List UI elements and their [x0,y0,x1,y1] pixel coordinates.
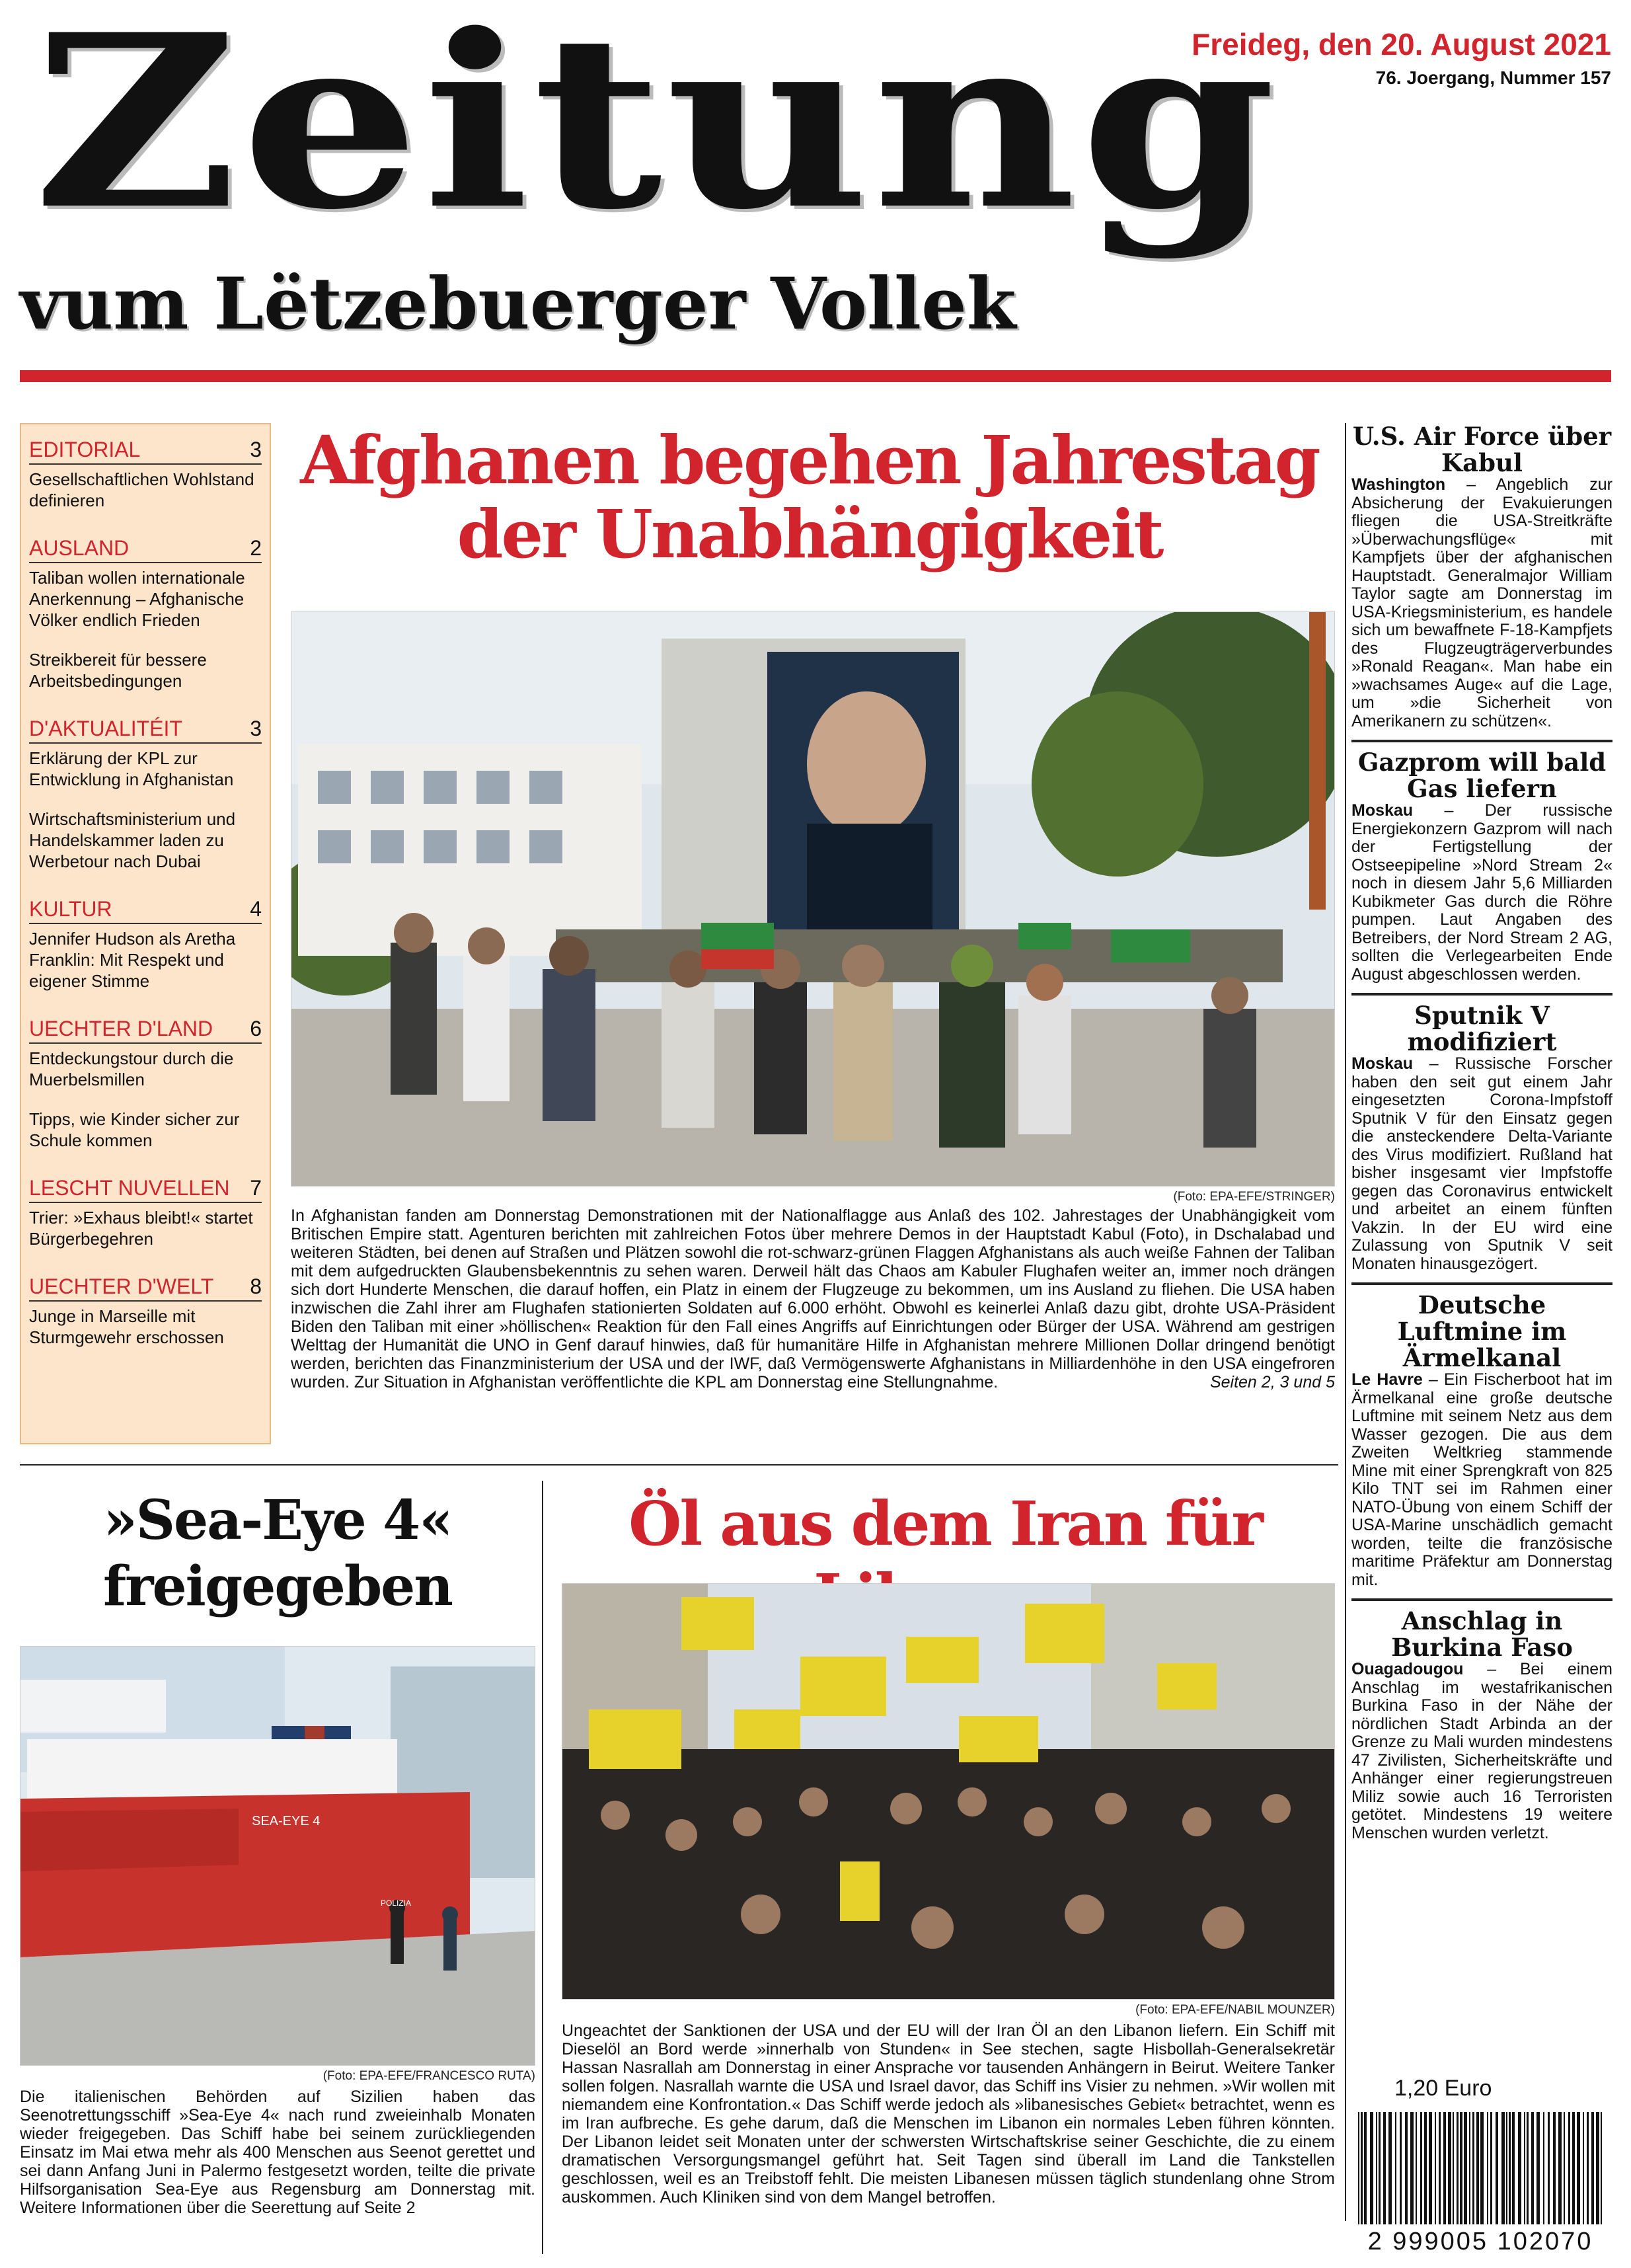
barcode-bar [1587,2112,1589,2224]
lead-headline-line1: Afghanen begehen Jahrestag [300,421,1319,499]
barcode-bar [1420,2112,1422,2224]
barcode-bar [1460,2112,1462,2224]
barcode-bar [1512,2112,1515,2224]
toc-page-number: 3 [250,438,262,461]
brief-headline[interactable]: U.S. Air Force über Kabul [1352,422,1612,477]
section-divider [20,1464,1338,1466]
barcode-bar [1388,2112,1392,2224]
lead-headline[interactable] [284,423,1335,571]
toc-page-number: 2 [250,536,262,560]
toc-page-number: 7 [250,1176,262,1200]
toc-section [29,1017,262,1151]
toc-section-header[interactable] [29,1176,262,1203]
barcode-bar [1370,2112,1373,2224]
toc-section [29,1176,262,1249]
barcode-bar [1476,2112,1479,2224]
barcode-bar [1583,2112,1584,2224]
barcode-bar [1506,2112,1507,2224]
brief-body [1351,476,1612,730]
toc-page-number: 3 [250,717,262,740]
barcode-bar [1596,2112,1599,2224]
barcode-bar [1601,2112,1602,2224]
oil-body: Ungeachtet der Sanktionen der USA und der EU will der Iran Öl an den Libanon liefern. Ein Schiff mit Dieselöl an Bord werde »innerhalb von Stunden« in See stechen, sagte Hisbollah-Generalsekretär Hassan Nasrallah am Donnerstag in einer Ansprache vor tausenden Anhängern in Beirut. Weitere Tanker sollen folgen. Nasrallah warnte die USA und Israel davor, das Schiff ins Visier zu nehmen. »Wir wollen mit niemandem eine Konfrontation.« Das Schiff werde jedoch als »libanesisches Gebiet« betrachtet, wenn es im Iran aufbreche. Es gehe darum, daß die Menschen im Libanon ein normales Leben führen könnten. Der Libanon leidet seit Monaten unter der schwersten Wirtschaftskrise seiner Geschichte, die zu einem dramatischen Versorgungsmangel geführt hat. Seit Tagen sind überall im Land die Tankstellen geschlossen, weil es an Treibstoff fehlt. Die meisten Libanesen müssen täglich stundenlang ohne Strom auskommen. Auch Kliniken sind von dem Mangel betroffen. [562,2021,1335,2207]
sea-eye-headline-line2: freigegeben [103,1555,452,1618]
issue-number: 76. Joergang, Nummer 157 [1375,67,1611,88]
issue-date: Freideg, den 20. August 2021 [1192,27,1611,61]
masthead-title: Zeitung [33,0,1279,262]
sea-eye-body: Die italienischen Behörden auf Sizilien haben das Seenotrettungsschiff »Sea-Eye 4« nach rund zweieinhalb Monaten wieder freigegeben. Das Schiff habe bei seinem zurückliegenden Einsatz im Mai etwa mehr als 400 Menschen aus Seenot gerettet und sei dann Anfang Juni in Palermo festgesetzt worden, teilte die private Hilfsorganisation Sea-Eye aus Regensburg am Donnerstag mit. Weitere Informationen über die Seerettung auf Seite 2 [20,2088,535,2217]
barcode-bar [1536,2112,1540,2224]
masthead-rule [20,370,1611,382]
brief-body [1351,1661,1612,1842]
toc-section-header[interactable] [29,717,262,744]
toc-section [29,438,262,511]
barcode-bar [1531,2112,1534,2224]
barcode-bar [1548,2112,1550,2224]
toc-section-title: UECHTER D'LAND [29,1017,213,1040]
toc-page-number: 8 [250,1274,262,1298]
barcode-bar [1376,2112,1377,2224]
toc-item[interactable]: Trier: »Exhaus bleibt!« startet Bürgerbegehren [29,1208,253,1249]
brief-dateline: Washington [1351,475,1446,494]
brief-text: – Russische Forscher haben den seit gut einem Jahr eingesetzten Corona-Impfstoff Sputnik V für den Einsatz gegen die ansteckendere Delta-Variante des Virus modifiziert. Rußland hat bisher insgesamt vier Impfstoffe gegen das Coronavirus entwickelt und arbeitet an einem fünften Vakzin. In der EU wird eine Zulassung von Sputnik V seit Monaten hinausgezögert. [1351,1054,1612,1273]
brief-dateline: Moskau [1351,1054,1414,1073]
toc-item[interactable]: Jennifer Hudson als Aretha Franklin: Mit Respekt und eigener Stimme [29,929,236,991]
oil-photo[interactable] [562,1583,1335,2000]
brief-body [1351,1371,1612,1589]
column-divider [1345,423,1346,2221]
toc-item[interactable]: Taliban wollen internationale Anerkennung – Afghanische Völker endlich Frieden [29,568,245,630]
brief-body [1351,802,1612,984]
sea-eye-photo[interactable] [20,1646,535,2066]
barcode-bar [1405,2112,1408,2224]
police-label: POLIZIA [381,1898,412,1908]
barcode-bar [1564,2112,1565,2224]
barcode-bar [1501,2112,1505,2224]
barcode-bar [1480,2112,1484,2224]
barcode-bar [1400,2112,1402,2224]
barcode-bar [1527,2112,1529,2224]
brief-text: – Angeblich zur Absicherung der Evakuierungen fliegen die USA-Streitkräfte »Überwachungsflüge« mit Kampfjets über der afghanischen Hauptstadt. Generalmajor William Taylor sagte am Donnerstag im USA-Kriegsministerium, es handele sich um bewaffnete F-18-Kampfjets des Flugzeugträgerverbundes »Ronald Reagan«. Man habe ein »wachsames Auge« auf die Lage, um »die Sicherheit von Amerikanern zu schützen«. [1351,475,1612,730]
barcode-bar [1469,2112,1470,2224]
ship-name-label: SEA-EYE 4 [252,1814,321,1828]
toc-section-header[interactable] [29,1017,262,1044]
lead-body-text: In Afghanistan fanden am Donnerstag Demonstrationen mit der Nationalflagge aus Anlaß des 102. Jahrestages der Unabhängigkeit vom Britischen Empire statt. Agenturen berichten mit zahlreichen Fotos über mehrere Demos in der Hauptstadt Kabul (Foto), in Dschalabad und weiteren Städten, bei denen auf Straßen und Plätzen sowohl die rot-schwarz-grünen Flaggen Afghanistans als auch weiße Fahnen der Taliban mit dem aufgedruckten Glaubensbekenntnis zu sehen waren. Derweil hält das Chaos am Kabuler Flughafen weiter an, immer noch drängen sich dort Hunderte Menschen, die darauf hoffen, ein Platz in einem der Flugzeuge zu bekommen, um ins Ausland zu fliehen. Die USA haben inzwischen die Zahl ihrer am Flughafen stationierten Soldaten auf 6.000 erhöht. Obwohl es keinerlei Anlaß dazu gibt, drohte USA-Präsident Biden den Taliban mit einer »höllischen« Reaktion für den Fall eines Angriffs auf Einrichtungen oder Bürger der USA. Während am gestrigen Welttag der Humanität die UNO in Genf darauf hinwies, daß für humanitäre Hilfe in Afghanistan mehrere Millionen Dollar dringend benötigt werden, berichten das Finanzministerium der USA und der IWF, daß Vermögenswerte Afghanistans in Milliardenhöhe in den USA eingefroren wurden. Zur Situation in Afghanistan veröffentlichte die KPL am Donnerstag eine Stellungnahme. [291,1206,1335,1391]
barcode-bar [1568,2112,1570,2224]
barcode-bar [1358,2112,1359,2224]
toc-page-number: 6 [250,1017,262,1040]
barcode-bar [1472,2112,1474,2224]
barcode-bar [1424,2112,1427,2224]
brief-body [1351,1055,1612,1273]
barcode-bar [1487,2112,1488,2224]
barcode-bar [1543,2112,1544,2224]
toc-item[interactable]: Streikbereit für bessere Arbeitsbedingungen [29,650,207,691]
brief-headline[interactable]: Anschlag in Burkina Faso [1351,1598,1612,1661]
toc-item[interactable]: Junge in Marseille mit Sturmgewehr erschossen [29,1306,224,1347]
barcode-bar [1591,2112,1594,2224]
barcode-digits: 2 999005 102070 [1367,2228,1593,2255]
brief-headline[interactable]: Gazprom will bald Gas liefern [1351,740,1612,802]
brief-dateline: Moskau [1351,801,1414,820]
toc-section-header[interactable] [29,536,262,563]
kabul-demonstration-image [291,612,1335,1187]
toc-section-title: EDITORIAL [29,438,141,461]
table-of-contents [20,423,271,1444]
barcode-bar [1439,2112,1441,2224]
toc-item[interactable]: Erklärung der KPL zur Entwicklung in Afghanistan [29,748,234,789]
lead-body [291,1206,1335,1391]
toc-section [29,1274,262,1348]
toc-section-title: AUSLAND [29,536,130,560]
bottom-column-divider [542,1481,543,2254]
beirut-rally-image [562,1584,1335,2000]
barcode-bar [1457,2112,1459,2224]
barcode-bar [1395,2112,1396,2224]
sea-eye-headline-line1: »Sea-Eye 4« [103,1489,452,1552]
barcode-bar [1518,2112,1521,2224]
barcode-bar [1558,2112,1562,2224]
toc-item[interactable]: Wirtschaftsministerium und Handelskammer laden zu Werbetour nach Dubai [29,809,236,871]
toc-section-title: KULTUR [29,897,112,921]
barcode-bar [1553,2112,1556,2224]
barcode-icon [1351,2112,1609,2231]
barcode-bar [1453,2112,1454,2224]
barcode-bar [1361,2112,1363,2224]
barcode-bar [1448,2112,1451,2224]
sea-eye-photo-credit: (Foto: EPA-EFE/FRANCESCO RUTA) [322,2069,535,2083]
toc-item[interactable]: Entdeckungstour durch die Muerbelsmillen [29,1048,234,1089]
toc-section-header[interactable] [29,438,262,465]
brief-text: – Der russische Energiekonzern Gazprom will nach der Fertigstellung der Ostseepipeline »Nord Stream 2« noch in diesem Jahr 5,6 Milliarden Kubikmeter Gas durch die Röhre pumpen. Laut Angaben des Betreibers, der Nord Stream 2 AG, sollten die Verlegearbeiten Ende August abgeschlossen werden. [1351,801,1612,984]
ship-image [20,1647,535,2066]
barcode-bar [1572,2112,1575,2224]
oil-photo-credit: (Foto: EPA-EFE/NABIL MOUNZER) [1135,2003,1335,2017]
barcode-bar [1577,2112,1580,2224]
barcode-bar [1509,2112,1511,2224]
brief-headline[interactable]: Deutsche Luftmine im Ärmelkanal [1351,1282,1612,1371]
price: 1,20 Euro [1394,2076,1492,2101]
barcode-bar [1416,2112,1417,2224]
toc-section-title: LESCHT NUVELLEN [29,1176,230,1200]
toc-section [29,717,262,872]
barcode-bar [1490,2112,1492,2224]
toc-section [29,897,262,992]
barcode-bar [1383,2112,1386,2224]
lead-photo-credit: (Foto: EPA-EFE/STRINGER) [1173,1190,1335,1204]
barcode-bar [1524,2112,1525,2224]
brief-dateline: Le Havre [1351,1370,1423,1389]
sea-eye-headline[interactable] [20,1487,535,1620]
brief-headline[interactable]: Sputnik V modifiziert [1351,993,1612,1055]
barcode-bar [1379,2112,1381,2224]
brief-text: – Bei einem Anschlag im westafrikanischen Burkina Faso in der Nähe der nördlichen Stadt Arbinda an der Grenze zu Mali wurden mindestens 47 Zivilisten, Sicherheitskräfte und Anhänger einer regierungstreuen Miliz sowie auch 16 Terroristen getötet. Mindestens 19 weitere Menschen wurden verletzt. [1351,1660,1612,1842]
news-briefs-column [1351,423,1612,1852]
lead-headline-line2: der Unabhängigkeit [457,495,1162,573]
toc-section-title: D'AKTUALITÉIT [29,717,182,740]
brief-text: – Ein Fischerboot hat im Ärmelkanal eine große deutsche Luftmine mit seinem Netz aus dem Wasser gezogen. Die aus dem Zweiten Weltkrieg stammende Mine mit einer Sprengkraft von 825 Kilo TNT sei im Rahmen einer NATO-Übung von einem Schiff der USA-Marine unschädlich gemacht worden, teilte die französische maritime Präfektur am Donnerstag mit. [1351,1370,1612,1589]
masthead-subtitle: vum Lëtzebuerger Vollek [20,262,1016,346]
toc-section [29,536,262,691]
toc-item[interactable]: Tipps, wie Kinder sicher zur Schule kommen [29,1109,240,1150]
barcode-bar [1496,2112,1498,2224]
barcode-bar [1464,2112,1467,2224]
toc-page-number: 4 [250,897,262,921]
barcode-bar [1443,2112,1446,2224]
lead-page-reference[interactable]: Seiten 2, 3 und 5 [1209,1373,1335,1391]
oil-headline[interactable]: Öl aus dem Iran für [628,1488,1262,1559]
barcode-bar [1410,2112,1414,2224]
toc-item[interactable]: Gesellschaftlichen Wohlstand definieren [29,469,254,510]
toc-section-title: UECHTER D'WELT [29,1274,214,1298]
barcode-bar [1364,2112,1367,2224]
toc-section-header[interactable] [29,897,262,924]
toc-section-header[interactable] [29,1274,262,1302]
brief-dateline: Ouagadougou [1351,1660,1464,1678]
barcode-bar [1435,2112,1436,2224]
barcode-bar [1429,2112,1432,2224]
lead-photo[interactable] [291,611,1335,1187]
